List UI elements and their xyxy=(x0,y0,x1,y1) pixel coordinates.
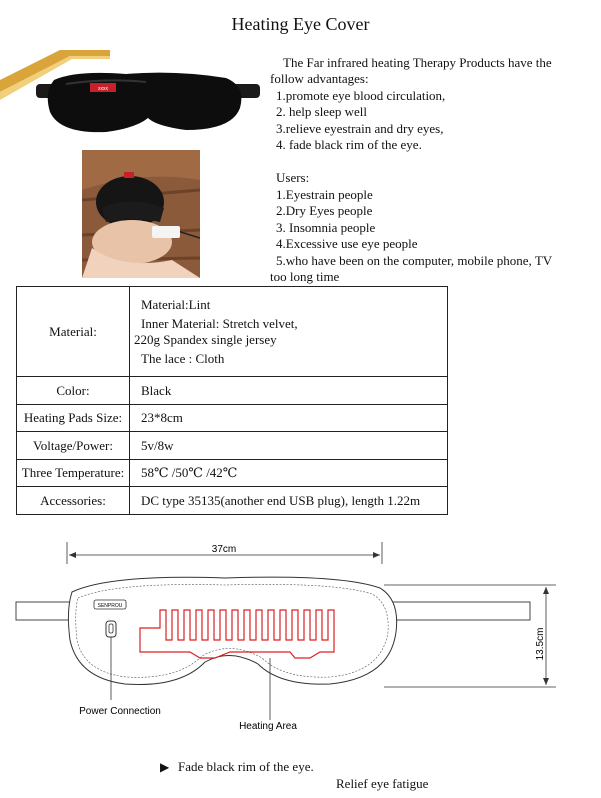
woman-wearing-mask-photo xyxy=(82,150,200,278)
footer-arrow-icon: ▶ xyxy=(160,760,170,774)
spec-value: 58℃ /50℃ /42℃ xyxy=(130,460,448,487)
page-title: Heating Eye Cover xyxy=(231,14,370,34)
footer-line-2: Relief eye fatigue xyxy=(336,776,429,791)
user-item-continuation: too long time xyxy=(270,269,340,284)
users-heading: Users: xyxy=(276,170,310,185)
spec-row-color xyxy=(17,377,448,405)
user-item: 5.who have been on the computer, mobile phone, TV xyxy=(276,253,553,268)
advantage-item: 2. help sleep well xyxy=(276,104,367,119)
spec-label: Material: xyxy=(17,287,130,377)
height-dimension-label: 13.5cm xyxy=(535,627,546,661)
eye-mask-dimension-diagram xyxy=(0,540,601,740)
user-item: 3. Insomnia people xyxy=(276,220,376,235)
user-item: 2.Dry Eyes people xyxy=(276,203,373,218)
user-item: 1.Eyestrain people xyxy=(276,187,373,202)
spec-row-voltage xyxy=(17,432,448,460)
spec-row-accessories xyxy=(17,487,448,515)
spec-label: Three Temperature: xyxy=(17,460,130,487)
spec-label: Color: xyxy=(17,377,130,405)
eye-mask-photo xyxy=(36,64,260,144)
spec-row-pads xyxy=(17,405,448,432)
brand-label: SENPROU xyxy=(97,603,123,609)
mask-brand-tag: xxxx xyxy=(98,86,108,92)
spec-value: 23*8cm xyxy=(130,405,448,432)
user-item: 4.Excessive use eye people xyxy=(276,236,418,251)
spec-table xyxy=(16,286,448,515)
spec-label: Voltage/Power: xyxy=(17,432,130,460)
power-connection-label: Power Connection xyxy=(79,706,161,717)
spec-row-temperature xyxy=(17,460,448,487)
spec-label: Heating Pads Size: xyxy=(17,405,130,432)
spec-row-material xyxy=(17,287,448,377)
heating-area-label: Heating Area xyxy=(239,721,297,732)
advantage-item: 3.relieve eyestrain and dry eyes, xyxy=(276,121,444,136)
advantages-intro: The Far infrared heating Therapy Products have the xyxy=(283,55,552,70)
footer-line-1: Fade black rim of the eye. xyxy=(178,759,314,774)
spec-label: Accessories: xyxy=(17,487,130,515)
width-dimension-label: 37cm xyxy=(211,544,237,555)
advantage-item: 1.promote eye blood circulation, xyxy=(276,88,446,103)
advantages-intro-cont: follow advantages: xyxy=(270,71,369,86)
spec-value: DC type 35135(another end USB plug), length 1.22m xyxy=(130,487,448,515)
spec-value: 5v/8w xyxy=(130,432,448,460)
spec-value: Black xyxy=(130,377,448,405)
advantage-item: 4. fade black rim of the eye. xyxy=(276,137,422,152)
spec-value: Material:Lint Inner Material: Stretch velvet, 220g Spandex single jersey The lace : Cloth xyxy=(130,287,448,377)
